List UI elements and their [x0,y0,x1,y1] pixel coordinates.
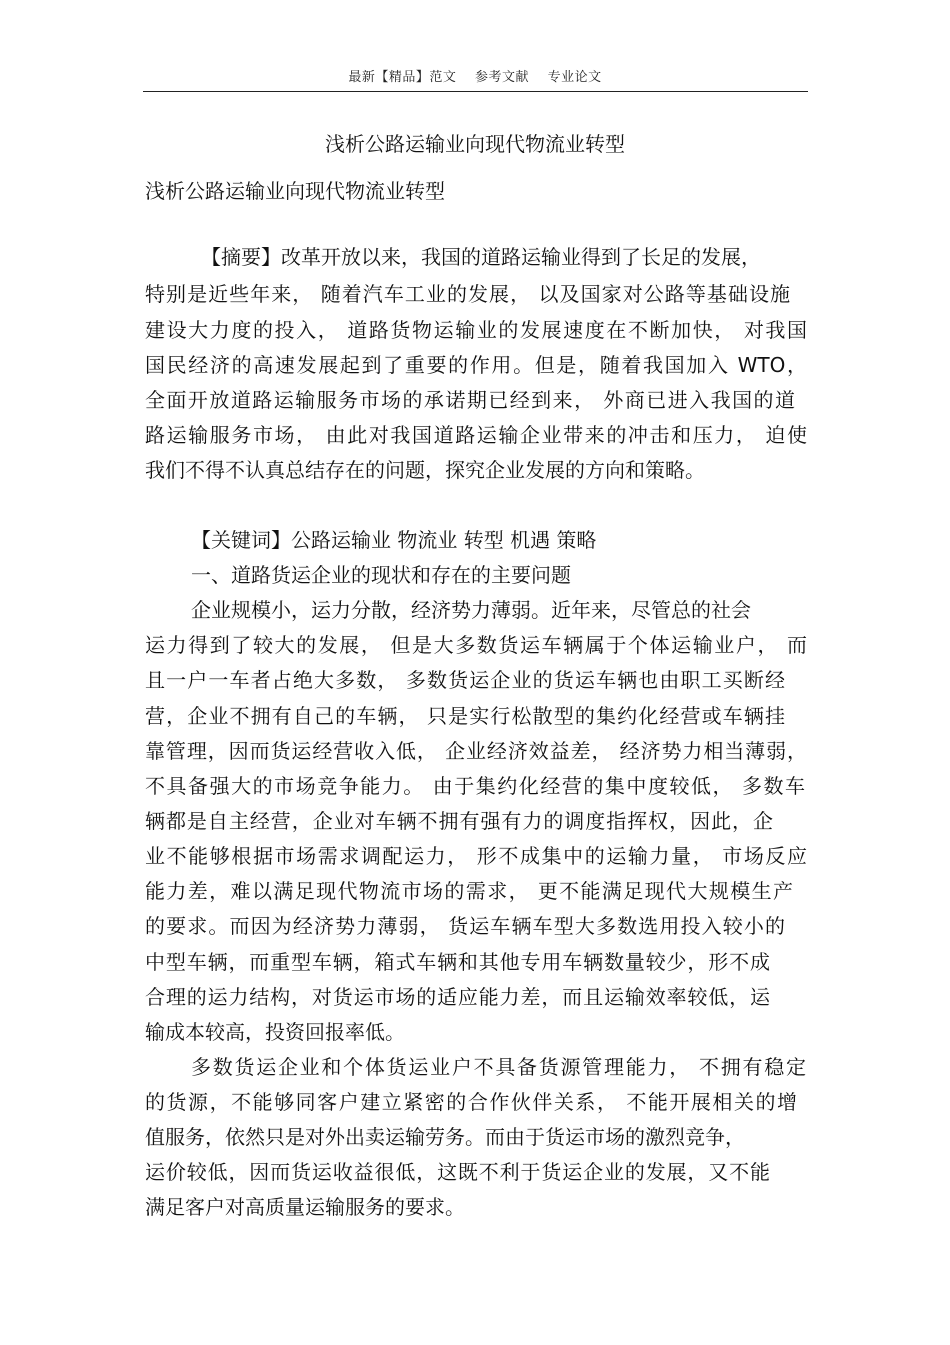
paragraph-line: 靠管理，因而货运经营收入低， 企业经济效益差， 经济势力相当薄弱， [145,739,807,763]
paragraph-line: 辆都是自主经营，企业对车辆不拥有强有力的调度指挥权，因此，企 [145,809,773,833]
header-divider [143,91,808,92]
abstract-line: 建设大力度的投入， 道路货物运输业的发展速度在不断加快， 对我国 [145,318,807,342]
paragraph-line: 能力差，难以满足现代物流市场的需求， 更不能满足现代大规模生产 [145,879,793,903]
paragraph-line: 合理的运力结构，对货运市场的适应能力差，而且运输效率较低，运 [145,985,770,1009]
paragraph-line: 运价较低，因而货运收益很低，这既不利于货运企业的发展，又不能 [145,1160,770,1184]
header-item-cankao: 参考文献 [474,70,529,85]
abstract-line: 国民经济的高速发展起到了重要的作用。但是，随着我国加入 WTO， [145,353,807,377]
paragraph-line: 营，企业不拥有自己的车辆， 只是实行松散型的集约化经营或车辆挂 [145,704,785,728]
paragraph-line: 满足客户对高质量运输服务的要求。 [145,1195,465,1219]
paragraph-line: 值服务，依然只是对外出卖运输劳务。而由于货运市场的激烈竞争， [145,1125,745,1149]
paragraph-line: 输成本较高，投资回报率低。 [145,1020,405,1044]
paragraph-line: 业不能够根据市场需求调配运力， 形不成集中的运输力量， 市场反应 [145,844,807,868]
header-item-fanwen: 最新【精品】范文 [348,70,457,85]
abstract-line: 路运输服务市场， 由此对我国道路运输企业带来的冲击和压力， 迫使 [145,423,807,447]
paragraph-line: 不具备强大的市场竞争能力。 由于集约化经营的集中度较低， 多数车 [145,774,805,798]
document-title: 浅析公路运输业向现代物流业转型 [325,132,625,156]
section-heading: 一、道路货运企业的现状和存在的主要问题 [191,563,571,587]
paragraph-line: 且一户一车者占绝大多数， 多数货运企业的货运车辆也由职工买断经 [145,668,785,692]
page-header [0,66,950,85]
keywords-line: 【关键词】公路运输业 物流业 转型 机遇 策略 [191,528,597,552]
header-item-lunwen: 专业论文 [547,70,602,85]
paragraph-line: 的要求。而因为经济势力薄弱， 货运车辆车型大多数选用投入较小的 [145,914,785,938]
document-subtitle: 浅析公路运输业向现代物流业转型 [145,179,445,203]
abstract-line: 特别是近些年来， 随着汽车工业的发展， 以及国家对公路等基础设施 [145,282,790,306]
paragraph-line: 运力得到了较大的发展， 但是大多数货运车辆属于个体运输业户， 而 [145,633,807,657]
paragraph-line: 的货源，不能够同客户建立紧密的合作伙伴关系， 不能开展相关的增 [145,1090,797,1114]
paragraph-line: 企业规模小，运力分散，经济势力薄弱。近年来，尽管总的社会 [191,598,751,622]
abstract-line: 全面开放道路运输服务市场的承诺期已经到来， 外商已进入我国的道 [145,388,795,412]
paragraph-line: 中型车辆，而重型车辆，箱式车辆和其他专用车辆数量较少，形不成 [145,950,770,974]
paragraph-line: 多数货运企业和个体货运业户不具备货源管理能力， 不拥有稳定 [191,1055,806,1079]
abstract-line: 【摘要】改革开放以来，我国的道路运输业得到了长足的发展， [201,245,761,269]
abstract-line: 我们不得不认真总结存在的问题，探究企业发展的方向和策略。 [145,458,705,482]
